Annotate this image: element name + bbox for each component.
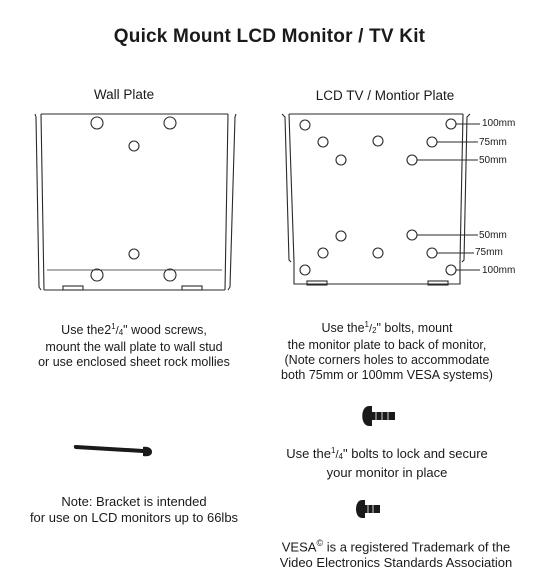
lock-line1-pre: Use the xyxy=(286,446,332,461)
dim-label-75mm-top: 75mm xyxy=(479,137,507,148)
wall-instr-line3: or use enclosed sheet rock mollies xyxy=(38,355,230,369)
wall-plate-hole xyxy=(129,141,139,151)
monitor-instr-line1-pre: Use the xyxy=(321,321,365,335)
monitor-plate-hole xyxy=(407,155,417,165)
wall-instr-line1-pre: Use the2 xyxy=(61,323,112,337)
fraction-half: $^1/_2$ xyxy=(364,320,377,335)
wall-plate-instructions xyxy=(14,319,254,370)
monitor-instr-line3: (Note corners holes to accommodate xyxy=(284,353,490,367)
wall-instr-line2: mount the wall plate to wall stud xyxy=(45,340,223,354)
wall-plate-hole xyxy=(164,269,176,281)
dim-label-50mm-top: 50mm xyxy=(479,155,507,166)
bracket-note-line2: for use on LCD monitors up to 66lbs xyxy=(29,510,239,525)
wall-plate-hole xyxy=(91,117,103,129)
monitor-plate-hole xyxy=(300,120,310,130)
monitor-plate-label: LCD TV / Montior Plate xyxy=(315,88,455,103)
monitor-plate-hole xyxy=(446,119,456,129)
wall-plate-hole xyxy=(129,249,139,259)
monitor-plate-hole xyxy=(300,265,310,275)
monitor-plate-right-edge xyxy=(460,114,463,262)
dim-label-100mm-top: 100mm xyxy=(482,118,516,129)
bracket-note xyxy=(4,494,264,526)
lock-bolt-instructions xyxy=(262,443,512,481)
dim-label-75mm-bottom: 75mm xyxy=(475,247,503,258)
monitor-plate-drawing xyxy=(282,114,470,285)
wall-plate-label: Wall Plate xyxy=(93,87,155,102)
monitor-instr-line2: the monitor plate to back of monitor, xyxy=(287,338,487,352)
trademark-notice xyxy=(258,535,534,571)
monitor-instr-line4: both 75mm or 100mm VESA systems) xyxy=(281,368,493,382)
monitor-plate-hole xyxy=(318,248,328,258)
trademark-line1-post: is a registered Trademark of the xyxy=(323,539,511,555)
wall-plate-tab-left xyxy=(63,286,83,290)
monitor-instr-line1-post: " bolts, mount xyxy=(376,321,453,335)
monitor-plate-hole xyxy=(407,230,417,240)
wood-screw-icon xyxy=(74,446,152,456)
monitor-plate-hole xyxy=(336,155,346,165)
monitor-plate-hole xyxy=(373,136,383,146)
wall-plate-tab-right xyxy=(182,286,202,290)
lock-line1-post: " bolts to lock and secure xyxy=(342,446,488,461)
wall-plate-right-edge xyxy=(225,114,228,290)
monitor-plate-right-flange xyxy=(462,114,470,262)
wall-plate-drawing xyxy=(35,114,236,290)
trademark-brand: VESA xyxy=(281,539,317,555)
wall-plate-left-edge xyxy=(41,114,44,290)
monitor-plate-hole xyxy=(336,231,346,241)
monitor-plate-hole xyxy=(318,137,328,147)
monitor-plate-hole xyxy=(427,137,437,147)
monitor-plate-left-edge xyxy=(289,114,294,262)
trademark-symbol: © xyxy=(316,538,324,548)
lock-line2: your monitor in place xyxy=(326,465,448,480)
half-inch-bolt-icon xyxy=(362,406,395,426)
wall-plate-right-flange xyxy=(228,114,236,290)
fraction-quarter: $^1/_4$ xyxy=(111,322,124,337)
dim-label-50mm-bottom: 50mm xyxy=(479,230,507,241)
wall-plate-hole xyxy=(164,117,176,129)
bracket-note-line1: Note: Bracket is intended xyxy=(61,494,207,509)
wall-plate-hole xyxy=(91,269,103,281)
fraction-quarter-bolt: $^1/_4$ xyxy=(331,446,343,461)
monitor-plate-hole xyxy=(446,265,456,275)
dim-label-100mm-bottom: 100mm xyxy=(482,265,516,276)
monitor-plate-hole xyxy=(427,248,437,258)
quarter-inch-bolt-icon xyxy=(356,500,380,518)
page-title: Quick Mount LCD Monitor / TV Kit xyxy=(113,26,426,47)
monitor-plate-instructions xyxy=(262,317,512,383)
dimension-leaders xyxy=(417,124,480,270)
wall-instr-line1-post: " wood screws, xyxy=(123,323,207,337)
monitor-plate-hole xyxy=(373,248,383,258)
wall-plate-left-flange xyxy=(35,114,41,290)
trademark-line2: Video Electronics Standards Association xyxy=(279,555,513,571)
